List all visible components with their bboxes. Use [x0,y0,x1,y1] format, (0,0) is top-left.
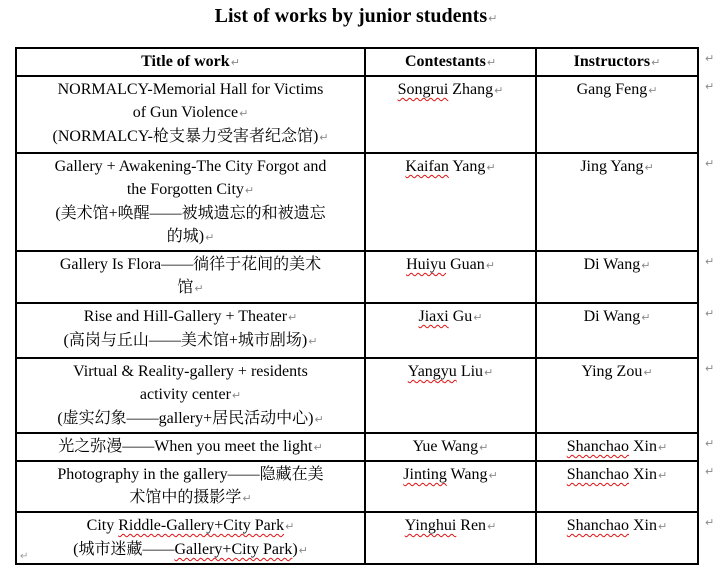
text-segment: Gallery Is Flora——徜徉于花间的美术 [59,256,322,273]
text-segment: Liu [456,363,484,380]
paragraph-mark-icon: ↵ [485,259,495,272]
instructors-cell[interactable] [536,512,698,564]
table-row [16,358,698,433]
contestants-cell[interactable] [365,251,536,303]
text-line [19,125,362,149]
text-segment: ) [292,541,298,558]
row-end-mark-icon: ↵ [705,362,715,375]
text-line [539,305,695,329]
text-segment: Ren [456,517,487,534]
paragraph-mark-icon: ↵ [231,389,242,402]
paragraph-mark-icon: ↵ [486,161,496,174]
row-end-mark-icon: ↵ [705,516,715,529]
paragraph-mark-icon: ↵ [488,12,498,25]
text-segment: 馆 [177,279,194,296]
paragraph-mark-icon: ↵ [20,551,29,562]
instructors-cell[interactable] [536,461,698,512]
text-segment: City [86,517,119,534]
misspelled-text: Gallery+City Park [174,541,293,558]
text-segment: Gallery + Awakening-The City Forgot and [54,158,327,175]
text-segment: Yue Wang [412,438,479,455]
text-segment: Di Wang [583,256,641,273]
page-title-text: List of works by junior students [214,5,488,27]
text-segment: Jing Yang [580,158,644,175]
header-contestants[interactable] [365,48,536,76]
instructors-cell[interactable] [536,153,698,251]
text-segment: activity center [139,386,231,403]
table-row [16,512,698,564]
text-segment: (美术馆+唤醒——被城遗忘的和被遗忘 [55,205,326,222]
text-line [19,463,362,486]
contestants-cell[interactable] [365,433,536,461]
paragraph-mark-icon: ↵ [230,56,240,69]
title-of-work-cell[interactable] [16,358,365,433]
text-line [19,178,362,202]
text-segment: Gang Feng [576,81,648,98]
paragraph-mark-icon: ↵ [494,84,504,97]
text-segment: Ying Zou [581,363,643,380]
header-row [16,48,698,76]
paragraph-mark-icon: ↵ [205,231,215,244]
row-end-mark-icon: ↵ [705,157,715,170]
contestants-cell[interactable] [365,358,536,433]
misspelled-text: Riddle-Gallery+City Park [118,517,285,534]
text-line [19,435,362,459]
paragraph-mark-icon: ↵ [308,335,318,348]
row-end-mark-icon: ↵ [705,465,715,478]
paragraph-mark-icon: ↵ [313,441,323,454]
contestants-cell[interactable] [365,512,536,564]
contestants-cell[interactable] [365,153,536,251]
paragraph-mark-icon: ↵ [486,56,497,69]
paragraph-mark-icon: ↵ [484,366,494,379]
text-segment: Xin [628,438,657,455]
text-segment: of Gun Violence [132,104,239,121]
text-line [19,78,362,101]
text-line [19,486,362,510]
text-segment: the Forgotten City [126,181,244,198]
text-line [19,514,362,538]
paragraph-mark-icon: ↵ [285,520,295,533]
paragraph-mark-icon: ↵ [641,311,651,324]
paragraph-mark-icon: ↵ [657,441,668,454]
text-line [19,407,362,431]
text-segment: Wang [446,466,488,483]
paragraph-mark-icon: ↵ [288,311,298,324]
instructors-cell[interactable] [536,251,698,303]
paragraph-mark-icon: ↵ [479,441,489,454]
paragraph-mark-icon: ↵ [194,282,204,295]
row-end-mark-icon: ↵ [705,52,715,65]
works-table [15,47,699,565]
instructors-cell[interactable] [536,433,698,461]
text-line [19,383,362,407]
row-end-mark-icon: ↵ [705,80,715,93]
paragraph-mark-icon: ↵ [648,84,658,97]
paragraph-mark-icon: ↵ [657,469,668,482]
text-line [368,360,533,384]
text-line [19,329,362,353]
misspelled-text: Shanchao [566,438,629,455]
table-row [16,461,698,512]
misspelled-text: Shanchao [566,466,629,483]
text-line [19,155,362,178]
text-segment: Xin [628,517,657,534]
text-line [539,78,695,102]
row-end-mark-icon: ↵ [705,307,715,320]
text-line [19,360,362,383]
header-label: Instructors [573,53,651,70]
text-segment: Gu [448,308,473,325]
text-segment: Photography in the gallery——隐藏在美 [57,466,324,483]
text-line [19,253,362,276]
paragraph-mark-icon: ↵ [239,107,249,120]
header-label: Title of work [141,53,230,70]
text-line [539,514,695,538]
title-of-work-cell[interactable] [16,251,365,303]
paragraph-mark-icon: ↵ [298,544,308,557]
misspelled-text: Jinting [403,466,447,483]
title-of-work-cell[interactable] [16,433,365,461]
paragraph-mark-icon: ↵ [473,311,483,324]
text-line [368,514,533,538]
row-end-mark-icon: ↵ [705,437,715,450]
text-line [19,538,362,562]
paragraph-mark-icon: ↵ [641,259,651,272]
text-line [539,435,695,459]
text-segment: Di Wang [583,308,641,325]
text-segment: (NORMALCY-枪支暴力受害者纪念馆) [52,128,319,145]
text-segment: (高岗与丘山——美术馆+城市剧场) [63,332,308,349]
contestants-cell[interactable] [365,76,536,153]
header-title-of-work[interactable] [16,48,365,76]
misspelled-text: Jiaxi [418,308,449,325]
text-line [368,253,533,277]
paragraph-mark-icon: ↵ [657,520,668,533]
text-line [368,78,533,102]
title-of-work-cell[interactable] [16,153,365,251]
text-segment: 光之弥漫——When you meet the light [58,438,313,455]
text-line [368,155,533,179]
paragraph-mark-icon: ↵ [488,469,498,482]
text-line [539,360,695,384]
table-row [16,76,698,153]
table-row [16,433,698,461]
misspelled-text: Songrui [397,81,449,98]
misspelled-text: Shanchao [566,517,629,534]
paragraph-mark-icon: ↵ [487,520,497,533]
text-line [19,305,362,329]
text-line [19,276,362,300]
text-segment: (虚实幻象——gallery+居民活动中心) [57,410,314,427]
text-segment: 的城) [166,228,205,245]
text-segment: Rise and Hill-Gallery + Theater [83,308,288,325]
title-of-work-cell[interactable] [16,461,365,512]
misspelled-text: Yangyu [407,363,457,380]
paragraph-mark-icon: ↵ [244,184,255,197]
text-line [539,155,695,179]
header-label: Contestants [404,53,486,70]
instructors-cell[interactable] [536,358,698,433]
paragraph-mark-icon: ↵ [242,492,252,505]
misspelled-text: Yinghui [404,517,457,534]
text-line [368,435,533,459]
paragraph-mark-icon: ↵ [651,56,661,69]
contestants-cell[interactable] [365,303,536,358]
text-segment: Guan [446,256,485,273]
table-row [16,303,698,358]
title-of-work-cell[interactable] [16,76,365,153]
text-segment: 术馆中的摄影学 [129,489,242,506]
table-row [16,153,698,251]
table-body [16,76,698,564]
misspelled-text: Kaifan [405,158,449,175]
text-line [539,463,695,487]
paragraph-mark-icon: ↵ [643,366,653,379]
instructors-cell[interactable] [536,76,698,153]
text-line [368,463,533,487]
text-line [368,305,533,329]
text-line [19,202,362,225]
title-of-work-cell[interactable] [16,512,365,564]
table-row [16,251,698,303]
text-segment: NORMALCY-Memorial Hall for Victims [57,81,324,98]
text-segment: (城市迷藏—— [73,541,175,558]
row-end-mark-icon: ↵ [705,255,715,268]
text-line [19,101,362,125]
text-segment: Virtual & Reality-gallery + residents [73,363,308,380]
text-segment: Xin [628,466,657,483]
title-of-work-cell[interactable] [16,303,365,358]
paragraph-mark-icon: ↵ [314,413,324,426]
text-segment: Zhang [448,81,494,98]
misspelled-text: Huiyu [406,256,447,273]
text-segment: Yang [448,158,486,175]
paragraph-mark-icon: ↵ [644,161,654,174]
page-title[interactable] [0,5,712,28]
text-line [539,253,695,277]
text-line [19,225,362,249]
instructors-cell[interactable] [536,303,698,358]
paragraph-mark-icon: ↵ [319,131,329,144]
header-instructors[interactable] [536,48,698,76]
contestants-cell[interactable] [365,461,536,512]
